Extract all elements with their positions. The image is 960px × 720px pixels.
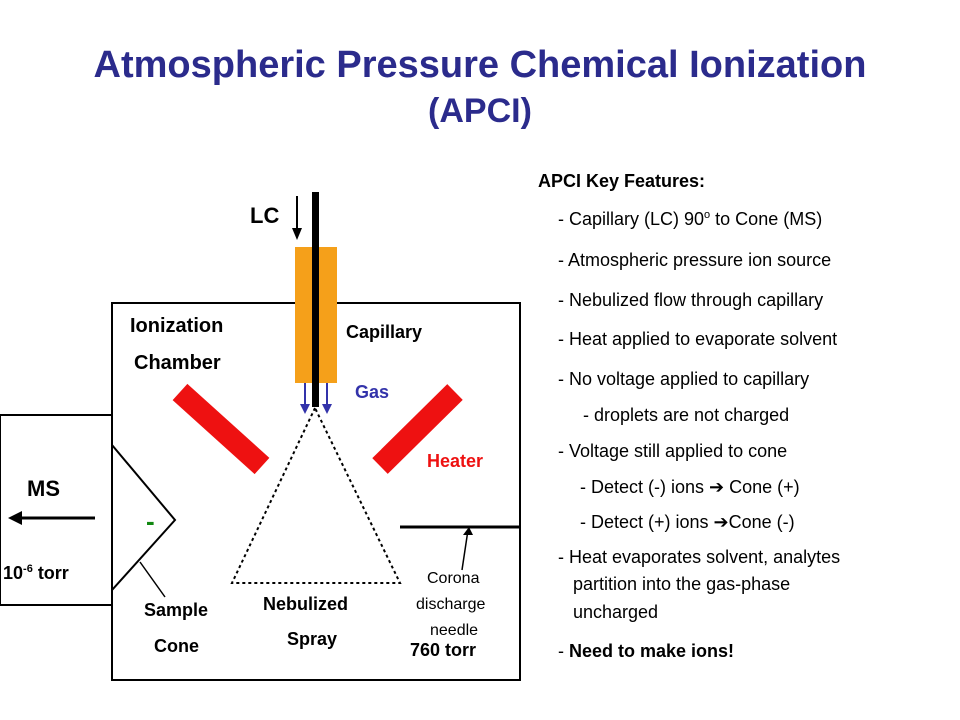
arrow-right-icon: ➔ — [709, 477, 725, 497]
feature-6b — [580, 512, 795, 533]
feature-2: - Atmospheric pressure ion source — [558, 250, 832, 270]
nebulized-label: Nebulized — [263, 594, 349, 614]
page-subtitle: (APCI) — [428, 92, 532, 130]
feature-7-line3: uncharged — [573, 602, 659, 622]
gas-arrowhead-right — [322, 404, 332, 414]
gas-label: Gas — [355, 382, 390, 402]
cone-label: Cone — [154, 636, 199, 656]
atmospheric-pressure-label: 760 torr — [410, 640, 477, 660]
corona-label-line1: Corona — [427, 570, 480, 587]
nebulized-spray-cone — [232, 408, 400, 583]
lc-label: LC — [250, 203, 280, 228]
feature-5: - No voltage applied to capillary — [558, 369, 810, 389]
vacuum-exp: -6 — [23, 563, 33, 575]
feature-4: - Heat applied to evaporate solvent — [558, 329, 838, 349]
feature-6: - Voltage still applied to cone — [558, 441, 788, 461]
feature-8 — [558, 641, 734, 662]
sample-cone-pointer — [140, 562, 165, 597]
feature-5a: - droplets are not charged — [583, 405, 790, 425]
feature-6a-pre: - Detect (-) ions — [580, 477, 710, 497]
corona-label-line2: discharge — [416, 596, 486, 613]
features-heading: APCI Key Features: — [538, 171, 706, 191]
feature-1-pre: - Capillary (LC) 90 — [558, 209, 705, 229]
feature-8-pre: - — [558, 641, 569, 661]
feature-1 — [558, 209, 822, 230]
page-title: Atmospheric Pressure Chemical Ionization — [93, 44, 867, 86]
capillary-tube — [312, 192, 319, 407]
vacuum-base: 10 — [3, 563, 24, 583]
feature-8-bold: Need to make ions! — [569, 641, 735, 661]
corona-label-line3: needle — [430, 622, 479, 639]
feature-6b-post: Cone (-) — [728, 512, 795, 532]
vacuum-unit: torr — [32, 563, 69, 583]
corona-pointer — [462, 530, 468, 570]
sample-label: Sample — [144, 600, 209, 620]
arrow-right-icon: ➔ — [713, 512, 729, 532]
feature-1-sup: o — [704, 209, 711, 221]
sample-cone-shape — [112, 445, 175, 590]
cone-minus-sign: - — [146, 506, 155, 536]
capillary-label: Capillary — [346, 322, 423, 342]
feature-7-line1: - Heat evaporates solvent, analytes — [558, 547, 841, 567]
lc-arrowhead — [292, 228, 302, 240]
ms-label: MS — [27, 476, 60, 501]
feature-1-post: to Cone (MS) — [710, 209, 823, 229]
feature-6b-pre: - Detect (+) ions — [580, 512, 714, 532]
feature-6a — [580, 477, 800, 498]
feature-6a-post: Cone (+) — [724, 477, 800, 497]
vacuum-label — [3, 563, 69, 584]
heater-left — [180, 392, 262, 466]
feature-3: - Nebulized flow through capillary — [558, 290, 824, 310]
ionization-label: Ionization — [130, 315, 224, 337]
heater-label: Heater — [427, 451, 484, 471]
gas-arrowhead-left — [300, 404, 310, 414]
feature-7-line2: partition into the gas-phase — [573, 574, 791, 594]
chamber-label: Chamber — [134, 352, 221, 374]
spray-label: Spray — [287, 629, 338, 649]
